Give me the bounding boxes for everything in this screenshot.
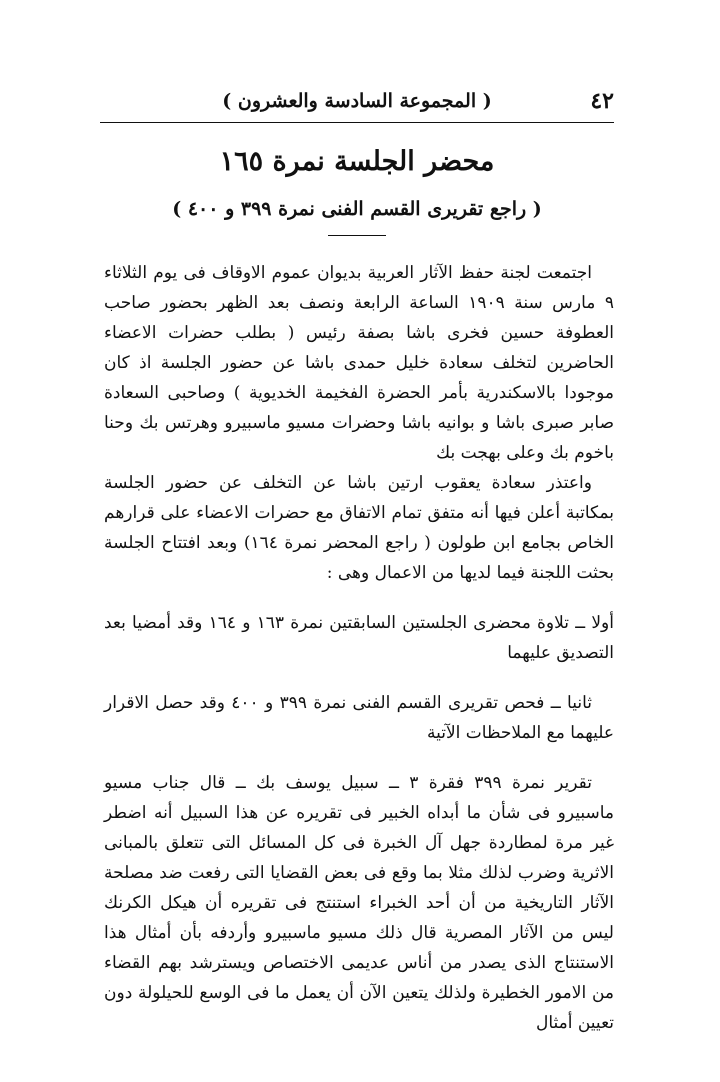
paragraph-attendance: اجتمعت لجنة حفظ الآثار العربية بديوان عموم الاوقاف فى يوم الثلاثاء ٩ مارس سنة ١٩٠٩ الساعة الرابعة ونصف بعد الظهر بحضور صاحب العطوفة حسين فخرى باشا بصفة رئيس ( بطلب حضرات الاعضاء الحاضرين لتخلف سعادة خليل حمدى باشا عن حضور الجلسة اذ كان موجودا بالاسكندرية بأمر الحضرة الفخيمة الخديوية ) وصاحبى السعادة صابر صبرى باشا و بوانيه باشا وحضرات مسيو ماسبيرو وهرتس بك وحنا باخوم بك وعلى بهجت بك [104, 263, 614, 463]
paragraph-apology: واعتذر سعادة يعقوب ارتين باشا عن التخلف عن حضور الجلسة بمكاتبة أعلن فيها أنه متفق تمام الاتفاق مع حضرات الاعضاء على قرارهم الخاص بجامع ابن طولون ( راجع المحضر نمرة ١٦٤) وبعد افتتاح الجلسة بحثت اللجنة فيما لديها من الاعمال وهى : [104, 473, 614, 583]
running-header [100, 86, 614, 118]
paragraph-item-first: أولا ــ تلاوة محضرى الجلستين السابقتين نمرة ١٦٣ و ١٦٤ وقد أمضيا بعد التصديق عليهما [104, 613, 614, 663]
page-number: ٤٢ [590, 88, 614, 114]
title-divider [328, 235, 386, 236]
session-title: محضر الجلسة نمرة ١٦٥ [219, 146, 495, 177]
header-divider [100, 122, 614, 123]
paragraph-item-second: ثانيا ــ فحص تقريرى القسم الفنى نمرة ٣٩٩ و ٤٠٠ وقد حصل الاقرار عليهما مع الملاحظات الآتية [104, 693, 614, 743]
minutes-body [104, 258, 614, 1038]
running-header-title: ( المجموعة السادسة والعشرون ) [222, 90, 492, 112]
paragraph-report-399: تقرير نمرة ٣٩٩ فقرة ٣ ــ سبيل يوسف بك ــ قال جناب مسيو ماسبيرو فى شأن ما أبداه الخبير فى تقريره عن هذا السبيل أنه اضطر غير مرة لمطاردة جهل آل الخبرة فى كل المسائل التى تتعلق بالمبانى الاثرية وضرب لذلك مثلا بما وقع فى بعض القضايا التى رفعت ضد مصلحة الآثار التاريخية من أن أحد الخبراء استنتج فى تقريره أن هيكل الكرنك ليس من الآثار المصرية قال ذلك مسيو ماسبيرو وأردفه بأن أمثال هذا الاستنتاج الذى يصدر من أناس عديمى الاختصاص ويسترشد بهم القضاء من الامور الخطيرة ولذلك يتعين الآن أن يعمل ما فى الوسع للحيلولة دون تعيين أمثال [104, 773, 614, 1033]
session-subtitle: ( راجع تقريرى القسم الفنى نمرة ٣٩٩ و ٤٠٠ ) [172, 198, 542, 220]
